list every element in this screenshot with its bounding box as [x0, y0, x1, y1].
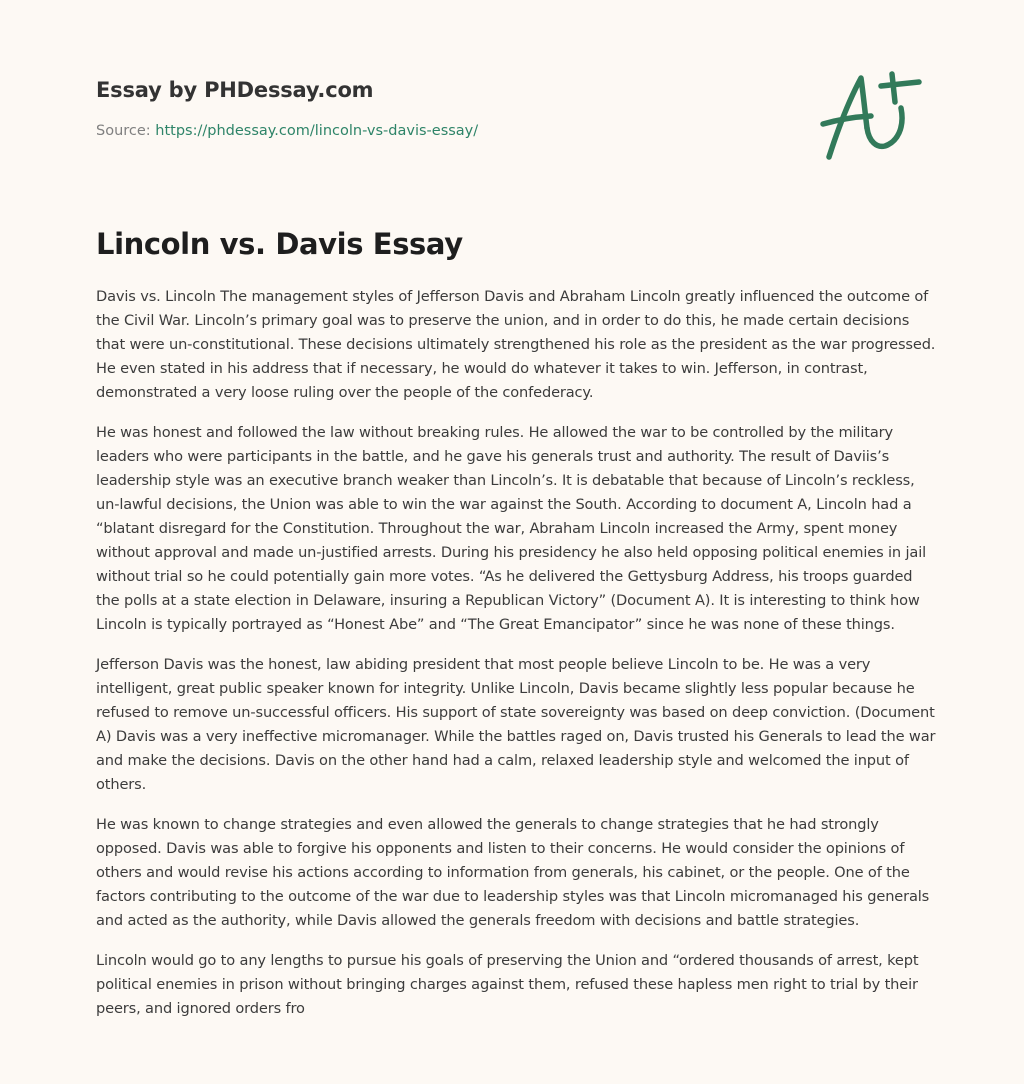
source-link[interactable]: https://phdessay.com/lincoln-vs-davis-essay/	[155, 123, 479, 139]
source-label: Source:	[96, 123, 156, 139]
page-header	[96, 76, 796, 141]
essay-paragraph: Jefferson Davis was the honest, law abiding president that most people believe Lincoln to be. He was a very intelligent, great public speaker known for integrity. Unlike Lincoln, Davis became slightly less popular because he refused to remove un-successful officers. His support of state sovereignty was based on deep conviction. (Document A) Davis was a very ineffective micromanager. While the battles raged on, Davis trusted his Generals to lead the war and make the decisions. Davis on the other hand had a calm, relaxed leadership style and welcomed the input of others.	[96, 656, 936, 793]
essay-title: Lincoln vs. Davis Essay	[96, 227, 463, 261]
source-line	[96, 121, 796, 141]
essay-paragraph: He was known to change strategies and even allowed the generals to change strategies that he had strongly opposed. Davis was able to forgive his opponents and listen to their concerns. He would consider the opinions of others and would revise his actions according to information from generals, his cabinet, or the people. One of the factors contributing to the outcome of the war due to leadership styles was that Lincoln micromanaged his generals and acted as the authority, while Davis allowed the generals freedom with decisions and battle strategies.	[96, 816, 930, 929]
essay-paragraph: Davis vs. Lincoln The management styles of Jefferson Davis and Abraham Lincoln greatly influenced the outcome of the Civil War. Lincoln’s primary goal was to preserve the union, and in order to do this, he made certain decisions that were un-constitutional. These decisions ultimately strengthened his role as the president as the war progressed. He even stated in his address that if necessary, he would do whatever it takes to win. Jefferson, in contrast, demonstrated a very loose ruling over the people of the confederacy.	[96, 288, 936, 401]
essay-paragraph: He was honest and followed the law without breaking rules. He allowed the war to be controlled by the military leaders who were participants in the battle, and he gave his generals trust and authority. The result of Daviis’s leadership style was an executive branch weaker than Lincoln’s. It is debatable that because of Lincoln’s reckless, un-lawful decisions, the Union was able to win the war against the South. According to document A, Lincoln had a “blatant disregard for the Constitution. Throughout the war, Abraham Lincoln increased the Army, spent money without approval and made un-justified arrests. During his presidency he also held opposing political enemies in jail without trial so he could potentially gain more votes. “As he delivered the Gettysburg Address, his troops guarded the polls at a state election in Delaware, insuring a Republican Victory” (Document A). It is interesting to think how Lincoln is typically portrayed as “Honest Abe” and “The Great Emancipator” since he was none of these things.	[96, 424, 927, 633]
brand-title: Essay by PHDessay.com	[96, 78, 374, 102]
essay-body	[96, 285, 936, 1037]
a-plus-grade-icon	[815, 62, 935, 172]
essay-paragraph: Lincoln would go to any lengths to pursue his goals of preserving the Union and “ordered thousands of arrest, kept political enemies in prison without bringing charges against them, refused these hapless men right to trial by their peers, and ignored orders fro	[96, 952, 919, 1017]
